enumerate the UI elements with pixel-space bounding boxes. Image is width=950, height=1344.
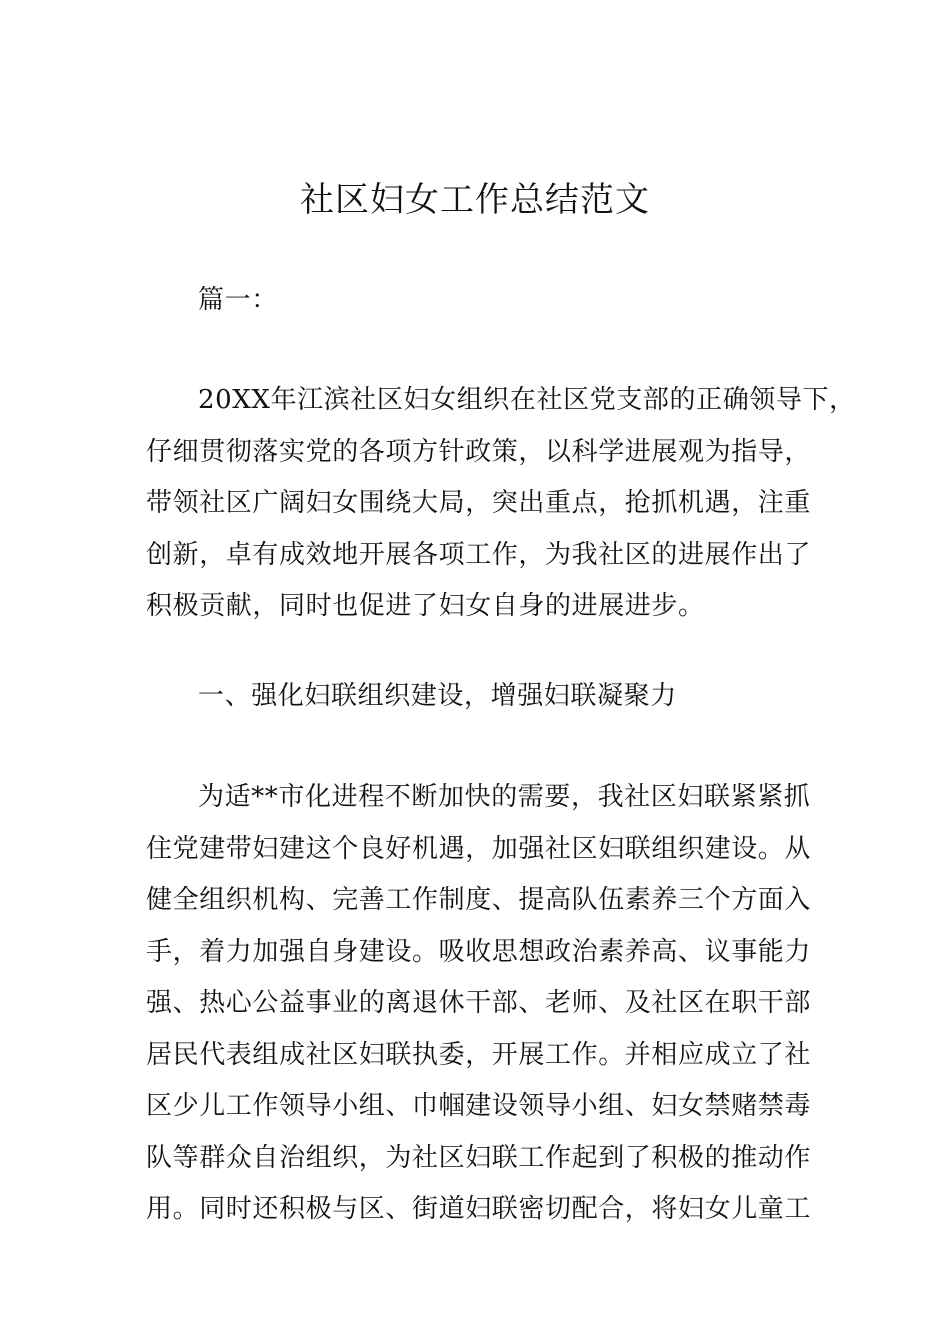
paragraph-line: 健全组织机构、完善工作制度、提高队伍素养三个方面入 bbox=[146, 885, 812, 915]
paragraph-line: 创新，卓有成效地开展各项工作，为我社区的进展作出了 bbox=[146, 539, 812, 570]
section-heading-text: 一、强化妇联组织建设，增强妇联凝聚力 bbox=[198, 681, 677, 711]
document-title: 社区妇女工作总结范文 bbox=[300, 180, 650, 220]
section-label-text: 篇一： bbox=[198, 285, 278, 315]
paragraph-line: 用。同时还积极与区、街道妇联密切配合，将妇女儿童工 bbox=[146, 1194, 812, 1224]
paragraph-1 bbox=[146, 375, 856, 633]
paragraph-line: 积极贡献，同时也促进了妇女自身的进展进步。 bbox=[146, 591, 705, 621]
paragraph-line: 区少儿工作领导小组、巾帼建设领导小组、妇女禁赌禁毒 bbox=[146, 1091, 812, 1121]
paragraph-2 bbox=[146, 772, 826, 1236]
paragraph-line: 强、热心公益事业的离退休干部、老师、及社区在职干部 bbox=[146, 988, 812, 1018]
paragraph-line: 队等群众自治组织，为社区妇联工作起到了积极的推动作 bbox=[146, 1142, 812, 1173]
paragraph-line: 20XX年江滨社区妇女组织在社区党支部的正确领导下， bbox=[198, 385, 856, 415]
paragraph-line: 居民代表组成社区妇联执委，开展工作。并相应成立了社 bbox=[146, 1039, 812, 1070]
paragraph-line: 为适**市化进程不断加快的需要，我社区妇联紧紧抓 bbox=[198, 782, 811, 812]
paragraph-line: 带领社区广阔妇女围绕大局，突出重点，抢抓机遇，注重 bbox=[146, 488, 812, 518]
paragraph-line: 手，着力加强自身建设。吸收思想政治素养高、议事能力 bbox=[146, 936, 812, 967]
paragraph-line: 仔细贯彻落实党的各项方针政策，以科学进展观为指导， bbox=[146, 436, 812, 467]
paragraph-line: 住党建带妇建这个良好机遇，加强社区妇联组织建设。从 bbox=[146, 833, 812, 864]
section-heading-1 bbox=[146, 671, 826, 723]
section-label bbox=[146, 275, 826, 327]
